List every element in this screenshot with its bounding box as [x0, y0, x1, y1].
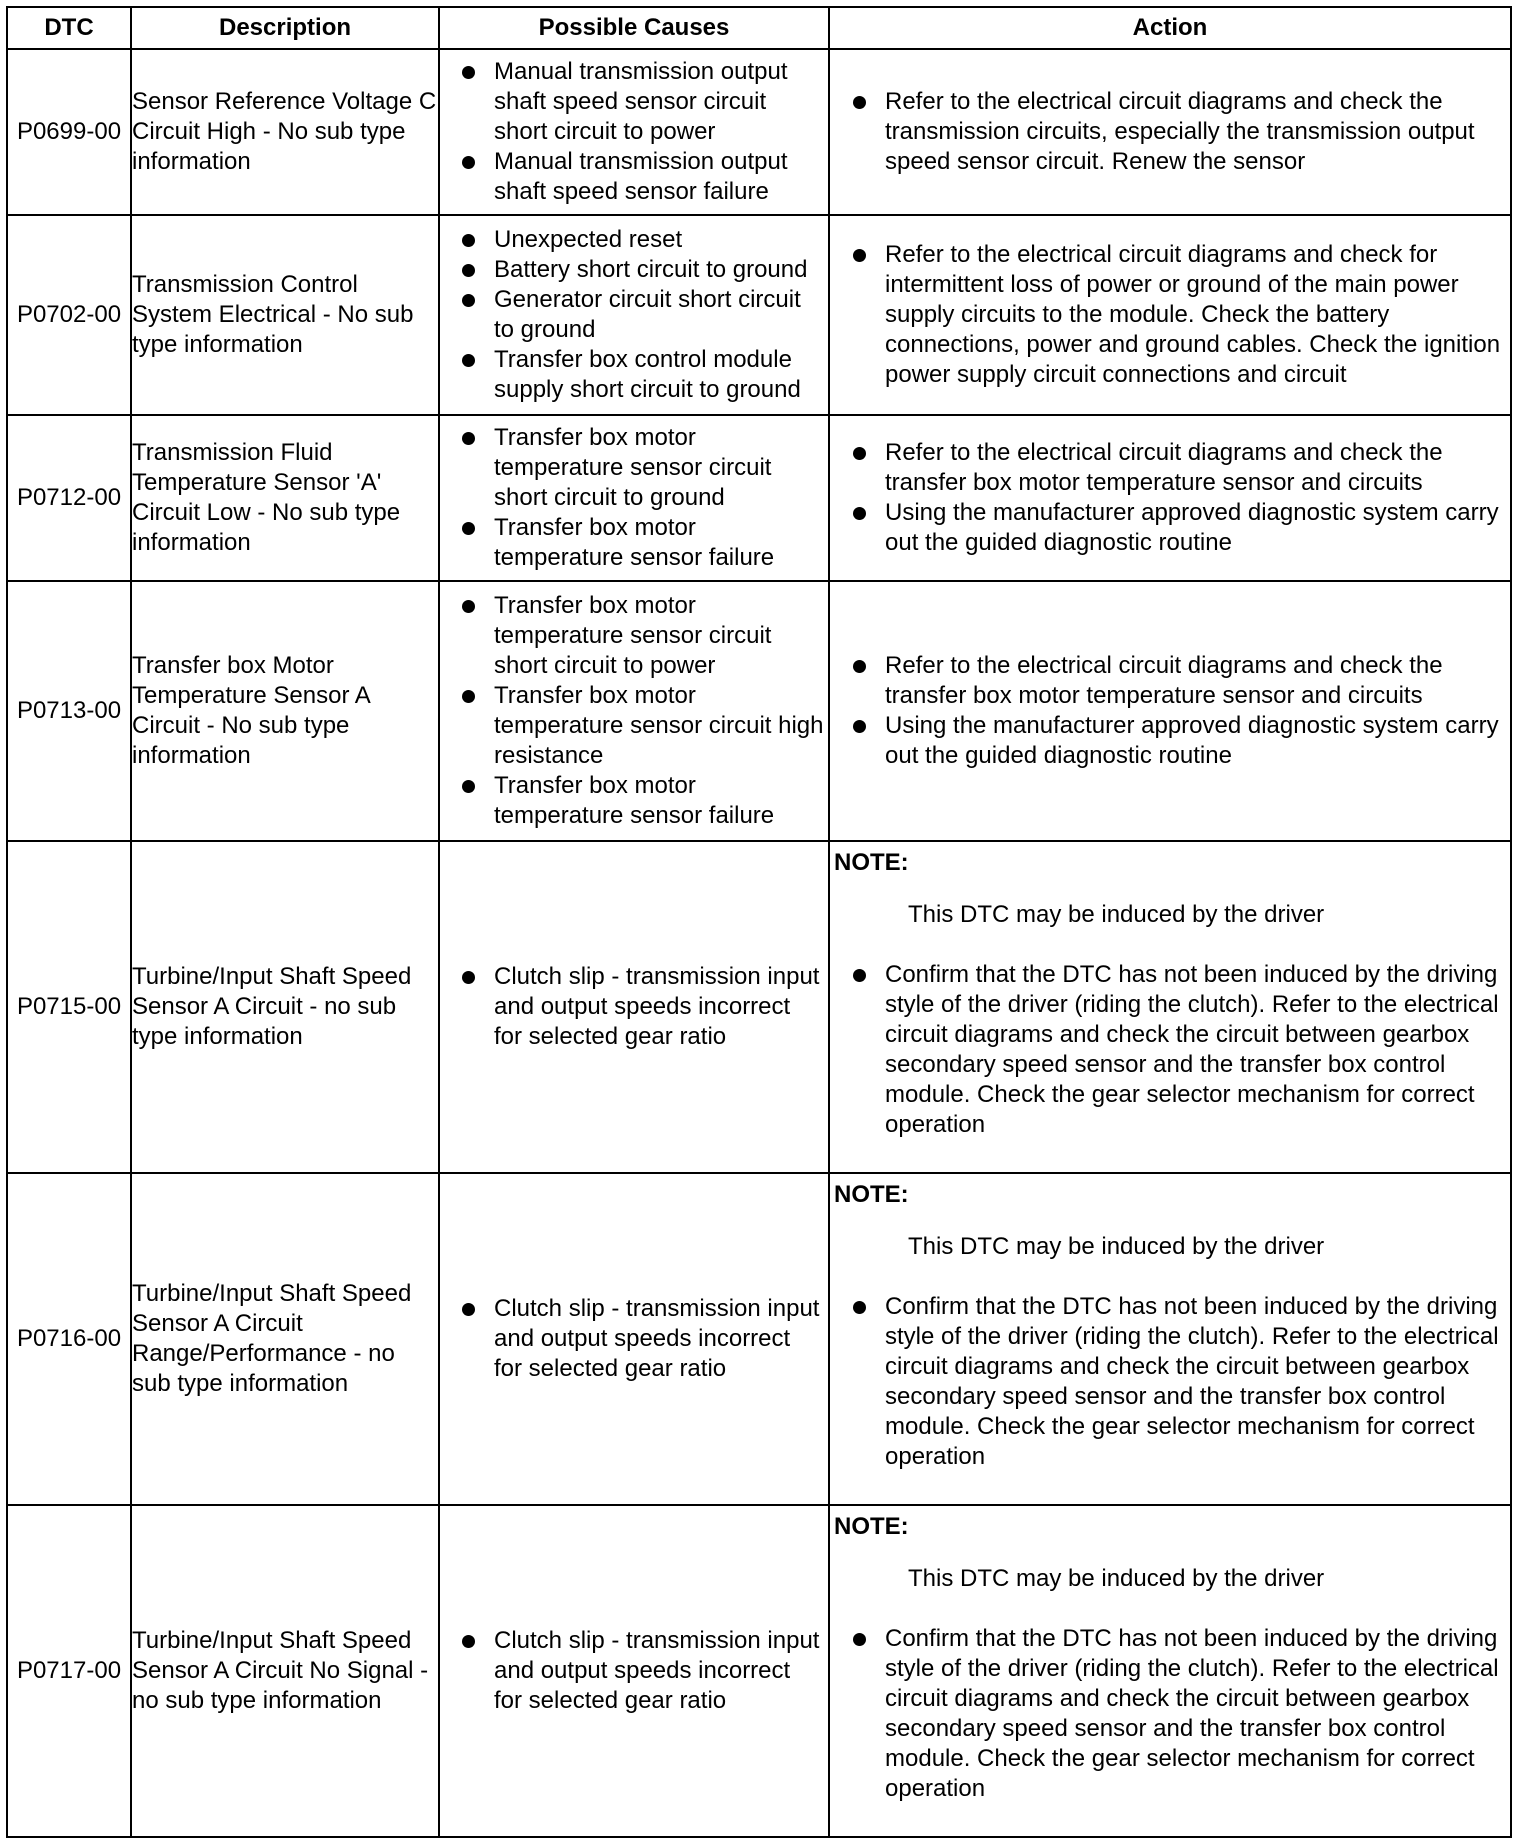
dtc-code: P0702-00 — [7, 215, 131, 415]
action-item: Refer to the electrical circuit diagrams and check the transmission circuits, especially the transmission output speed sensor circuit. Renew the sensor — [830, 87, 1510, 177]
action-cell — [829, 1173, 1511, 1505]
possible-causes — [439, 49, 829, 215]
dtc-description: Sensor Reference Voltage C Circuit High - No sub type information — [131, 49, 439, 215]
cause-item: Transfer box control module supply short circuit to ground — [440, 345, 828, 405]
table-row — [7, 49, 1511, 215]
dtc-code: P0699-00 — [7, 49, 131, 215]
action-item: Using the manufacturer approved diagnostic system carry out the guided diagnostic routine — [830, 498, 1510, 558]
action-cell — [829, 415, 1511, 581]
dtc-code: P0715-00 — [7, 841, 131, 1173]
possible-causes — [439, 215, 829, 415]
dtc-description: Transmission Fluid Temperature Sensor 'A' Circuit Low - No sub type information — [131, 415, 439, 581]
header-description: Description — [131, 7, 439, 49]
cause-item: Clutch slip - transmission input and output speeds incorrect for selected gear ratio — [440, 1294, 828, 1384]
action-cell — [829, 841, 1511, 1173]
cause-item: Clutch slip - transmission input and output speeds incorrect for selected gear ratio — [440, 1626, 828, 1716]
action-item: Confirm that the DTC has not been induced by the driving style of the driver (riding the clutch). Refer to the electrical circuit diagrams and check the circuit between gearbox secondary speed sensor and the transfer box control module. Check the gear selector mechanism for correct operation — [830, 960, 1510, 1140]
table-header-row — [7, 7, 1511, 49]
cause-item: Manual transmission output shaft speed sensor failure — [440, 147, 828, 207]
possible-causes — [439, 1505, 829, 1837]
dtc-code: P0713-00 — [7, 581, 131, 841]
cause-item: Battery short circuit to ground — [440, 255, 828, 285]
dtc-code: P0716-00 — [7, 1173, 131, 1505]
table-row — [7, 215, 1511, 415]
cause-item: Unexpected reset — [440, 225, 828, 255]
cause-item: Transfer box motor temperature sensor circuit high resistance — [440, 681, 828, 771]
header-dtc: DTC — [7, 7, 131, 49]
table-row — [7, 1173, 1511, 1505]
cause-item: Transfer box motor temperature sensor failure — [440, 771, 828, 831]
possible-causes — [439, 581, 829, 841]
dtc-description: Transmission Control System Electrical - No sub type information — [131, 215, 439, 415]
action-item: Refer to the electrical circuit diagrams and check for intermittent loss of power or ground of the main power supply circuits to the module. Check the battery connections, power and ground cables. Check the ignition power supply circuit connections and circuit — [830, 240, 1510, 390]
note-label: NOTE: — [834, 1513, 909, 1540]
note-text: This DTC may be induced by the driver — [908, 901, 1325, 928]
note-text: This DTC may be induced by the driver — [908, 1565, 1325, 1592]
possible-causes — [439, 415, 829, 581]
cause-item: Transfer box motor temperature sensor failure — [440, 513, 828, 573]
cause-item: Manual transmission output shaft speed sensor circuit short circuit to power — [440, 57, 828, 147]
table-row — [7, 581, 1511, 841]
cause-item: Generator circuit short circuit to ground — [440, 285, 828, 345]
cause-item: Transfer box motor temperature sensor circuit short circuit to ground — [440, 423, 828, 513]
header-possible-causes: Possible Causes — [439, 7, 829, 49]
action-item: Confirm that the DTC has not been induced by the driving style of the driver (riding the clutch). Refer to the electrical circuit diagrams and check the circuit between gearbox secondary speed sensor and the transfer box control module. Check the gear selector mechanism for correct operation — [830, 1624, 1510, 1804]
action-item: Refer to the electrical circuit diagrams and check the transfer box motor temperature sensor and circuits — [830, 438, 1510, 498]
dtc-description: Transfer box Motor Temperature Sensor A Circuit - No sub type information — [131, 581, 439, 841]
action-cell — [829, 215, 1511, 415]
table-row — [7, 841, 1511, 1173]
dtc-table — [6, 6, 1512, 1838]
action-item: Confirm that the DTC has not been induced by the driving style of the driver (riding the clutch). Refer to the electrical circuit diagrams and check the circuit between gearbox secondary speed sensor and the transfer box control module. Check the gear selector mechanism for correct operation — [830, 1292, 1510, 1472]
possible-causes — [439, 1173, 829, 1505]
note-text: This DTC may be induced by the driver — [908, 1233, 1325, 1260]
dtc-description: Turbine/Input Shaft Speed Sensor A Circuit - no sub type information — [131, 841, 439, 1173]
dtc-code: P0712-00 — [7, 415, 131, 581]
header-action: Action — [829, 7, 1511, 49]
dtc-code: P0717-00 — [7, 1505, 131, 1837]
action-item: Using the manufacturer approved diagnostic system carry out the guided diagnostic routine — [830, 711, 1510, 771]
action-cell — [829, 581, 1511, 841]
action-cell — [829, 49, 1511, 215]
note-label: NOTE: — [834, 849, 909, 876]
action-item: Refer to the electrical circuit diagrams and check the transfer box motor temperature sensor and circuits — [830, 651, 1510, 711]
cause-item: Clutch slip - transmission input and output speeds incorrect for selected gear ratio — [440, 962, 828, 1052]
table-row — [7, 415, 1511, 581]
possible-causes — [439, 841, 829, 1173]
dtc-description: Turbine/Input Shaft Speed Sensor A Circuit No Signal - no sub type information — [131, 1505, 439, 1837]
note-label: NOTE: — [834, 1181, 909, 1208]
cause-item: Transfer box motor temperature sensor circuit short circuit to power — [440, 591, 828, 681]
action-cell — [829, 1505, 1511, 1837]
dtc-description: Turbine/Input Shaft Speed Sensor A Circuit Range/Performance - no sub type information — [131, 1173, 439, 1505]
dtc-table-container — [6, 6, 1510, 1838]
table-row — [7, 1505, 1511, 1837]
